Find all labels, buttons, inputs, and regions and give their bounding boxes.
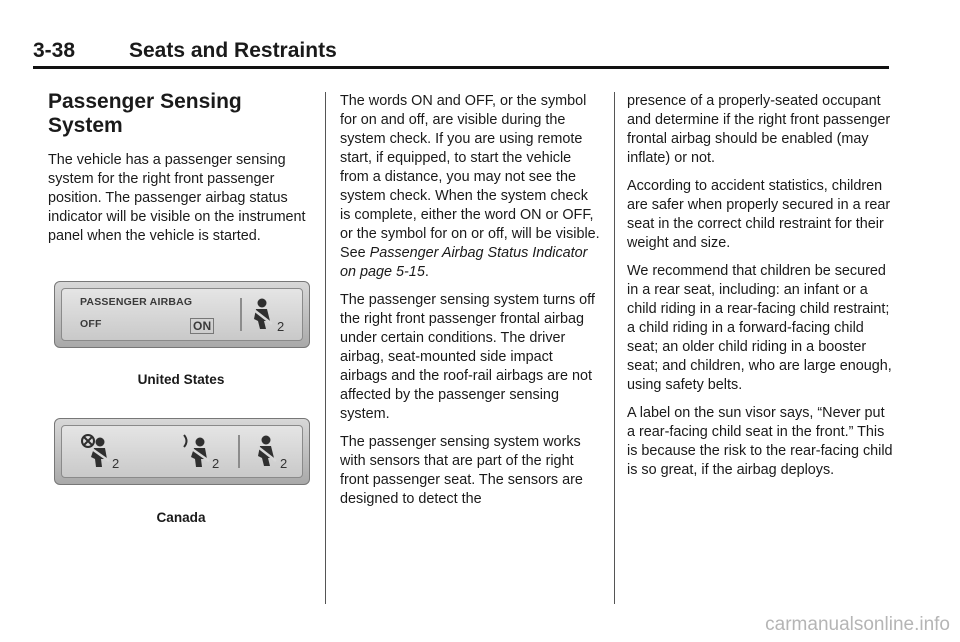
column-1 — [48, 151, 316, 255]
airbag-on-icon — [180, 433, 214, 469]
us-airbag-indicator-panel — [54, 281, 310, 348]
page-header — [33, 38, 889, 69]
on-label: ON — [190, 318, 214, 334]
section-heading: Passenger Sensing System — [48, 90, 242, 137]
canada-airbag-indicator-panel — [54, 418, 310, 485]
canada-panel-number-2: 2 — [212, 456, 220, 471]
passenger-airbag-label: PASSENGER AIRBAG — [80, 296, 193, 308]
column-divider-1 — [325, 92, 326, 604]
canada-panel-number-1: 2 — [112, 456, 120, 471]
canada-panel-number-3: 2 — [280, 456, 288, 471]
column-2 — [340, 92, 602, 518]
statistics-paragraph: According to accident statistics, children are safer when properly secured in a rear seat in the correct child restraint for their weight and size. — [627, 178, 891, 251]
panel-divider — [240, 298, 242, 331]
airbag-off-paragraph: The passenger sensing system turns off the right front passenger frontal airbag under certain conditions. The driver airbag, seat-mounted side impact airbags and the roof-rail airbags are not affected by the passenger sensing system. — [340, 292, 595, 422]
us-panel-inner — [61, 288, 303, 341]
us-caption: United States — [137, 372, 225, 387]
canada-caption: Canada — [156, 510, 206, 525]
column-divider-2 — [614, 92, 615, 604]
seatbelted-passenger-icon — [250, 297, 278, 331]
system-check-text: The words ON and OFF, or the symbol for on and off, are visible during the system check. If you are using remote start, if equipped, to start the vehicle from a distance, you may not see the system check. When the system check is complete, either the word ON or OFF, or the symbol for on or off, will be visible. See — [340, 93, 600, 261]
column-3 — [627, 92, 893, 489]
system-check-end: . — [424, 264, 429, 280]
sensors-paragraph: The passenger sensing system works with sensors that are part of the right front passenger seat. The sensors are designed to detect the — [340, 434, 583, 507]
page-number: 3-38 — [33, 39, 76, 62]
us-panel-number: 2 — [277, 319, 285, 334]
status-indicator-reference-link[interactable]: Passenger Airbag Status Indicator on page 5-15 — [340, 245, 588, 280]
seatbelted-passenger-icon — [254, 434, 282, 468]
system-check-paragraph — [340, 92, 602, 282]
section-title: Seats and Restraints — [129, 39, 337, 62]
intro-paragraph: The vehicle has a passenger sensing system for the right front passenger position. The passenger airbag status indicator will be visible on the instrument panel when the vehicle is started. — [48, 152, 306, 244]
watermark: carmanualsonline.info — [765, 614, 950, 635]
canada-panel-inner — [61, 425, 303, 478]
off-label: OFF — [80, 318, 102, 330]
occupant-paragraph: presence of a properly-seated occupant and determine if the right front passenger frontal airbag should be enabled (may inflate) or not. — [627, 93, 891, 166]
panel-divider — [238, 435, 240, 468]
recommendation-paragraph: We recommend that children be secured in a rear seat, including: an infant or a child riding in a rear-facing child restraint; a child riding in a forward-facing child seat; an older child riding in a booster seat; and children, who are large enough, using safety belts. — [627, 263, 892, 393]
sun-visor-paragraph: A label on the sun visor says, “Never put a rear-facing child seat in the front.” This is because the risk to the rear-facing child is so great, if the airbag deploys. — [627, 405, 893, 478]
airbag-off-icon — [80, 433, 114, 469]
